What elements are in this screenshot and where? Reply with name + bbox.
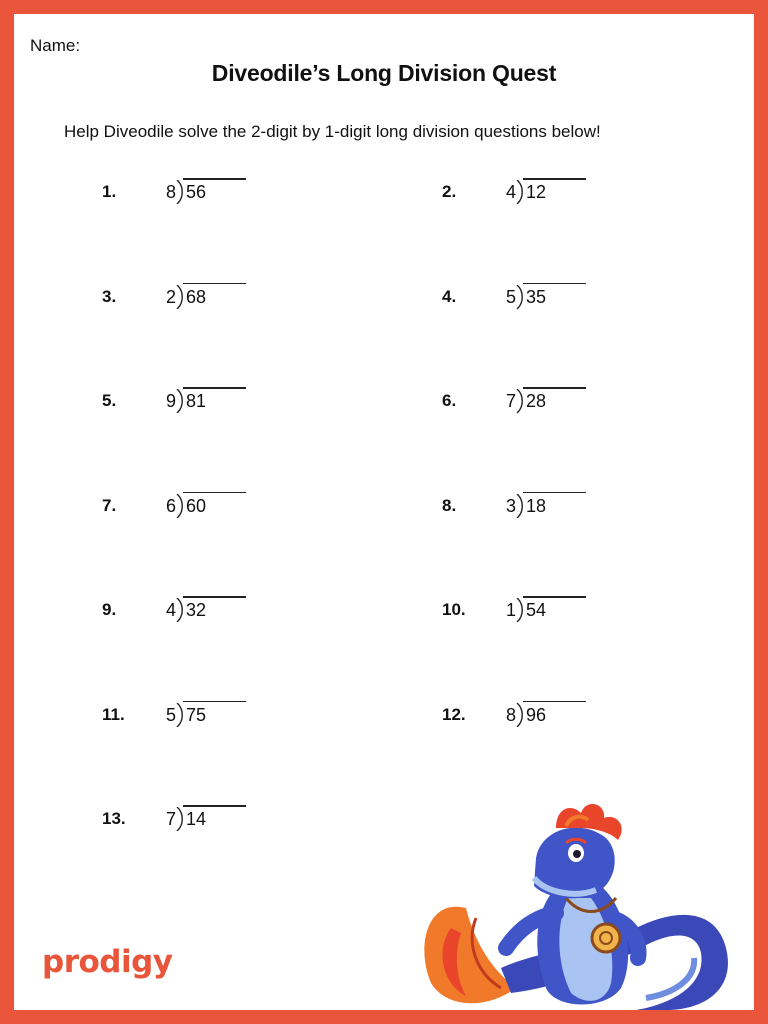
division-bar — [183, 283, 246, 285]
division-bar — [183, 178, 246, 180]
divisor: 7 — [166, 809, 177, 829]
dividend-value: 12 — [526, 182, 547, 202]
dividend-value: 75 — [186, 704, 207, 725]
divisor: 3 — [506, 495, 517, 516]
question-item — [442, 592, 662, 626]
dividend — [185, 496, 206, 517]
question-item — [102, 801, 322, 835]
divisor: 5 — [506, 286, 517, 307]
dividend-value: 32 — [186, 600, 207, 620]
division-bracket-icon — [516, 180, 525, 204]
dividend — [185, 705, 206, 726]
division-bar — [523, 283, 586, 285]
dividend — [525, 496, 546, 517]
question-number: 2. — [442, 182, 457, 201]
dividend-value: 60 — [186, 495, 207, 516]
divisor: 2 — [166, 286, 177, 307]
division-bar — [183, 596, 246, 598]
question-number: 7. — [102, 495, 117, 515]
division-bracket-icon — [176, 703, 185, 727]
worksheet-page — [14, 14, 754, 1010]
division-bracket-icon — [176, 494, 185, 518]
dividend — [185, 391, 206, 412]
question-number: 4. — [442, 286, 457, 306]
division-bar — [523, 596, 586, 598]
division-problem — [166, 494, 206, 518]
question-number: 10. — [442, 600, 466, 619]
dividend-value: 14 — [186, 809, 207, 829]
division-bar — [183, 492, 246, 494]
division-problem — [166, 598, 206, 622]
division-problem — [506, 494, 546, 518]
division-bracket-icon — [516, 285, 525, 309]
dividend-value: 68 — [186, 286, 207, 307]
divisor: 7 — [506, 391, 517, 411]
question-item — [442, 383, 662, 417]
division-problem — [166, 389, 206, 413]
question-number: 3. — [102, 286, 117, 306]
division-bracket-icon — [176, 598, 185, 622]
division-bar — [523, 492, 586, 494]
division-bar — [523, 701, 586, 703]
dividend — [185, 182, 206, 203]
division-problem — [166, 703, 206, 727]
dividend-value: 56 — [186, 182, 207, 202]
dividend-value: 96 — [526, 704, 547, 725]
divisor: 8 — [506, 704, 517, 725]
prodigy-logo: prodigy — [42, 944, 173, 980]
division-bracket-icon — [176, 389, 185, 413]
division-bracket-icon — [516, 703, 525, 727]
division-bar — [183, 805, 246, 807]
divisor: 4 — [506, 182, 517, 202]
question-number: 1. — [102, 182, 117, 201]
dividend — [525, 705, 546, 726]
dividend — [525, 600, 546, 621]
division-bar — [183, 701, 246, 703]
division-bracket-icon — [176, 285, 185, 309]
divisor: 5 — [166, 704, 177, 725]
division-bracket-icon — [176, 180, 185, 204]
divisor: 4 — [166, 600, 177, 620]
question-item — [102, 279, 322, 313]
question-number: 11. — [102, 704, 125, 724]
divisor: 8 — [166, 182, 177, 202]
question-item — [102, 488, 322, 522]
question-item — [442, 279, 662, 313]
dividend — [185, 600, 206, 621]
question-number: 13. — [102, 809, 126, 828]
dividend-value: 28 — [526, 391, 547, 411]
division-problem — [166, 180, 206, 204]
division-bar — [183, 387, 246, 389]
divisor: 9 — [166, 391, 177, 411]
dividend — [185, 809, 206, 830]
division-problem — [506, 389, 546, 413]
question-item — [442, 488, 662, 522]
division-problem — [166, 807, 206, 831]
question-number: 6. — [442, 391, 457, 410]
question-item — [102, 697, 322, 731]
division-bracket-icon — [516, 598, 525, 622]
divisor: 1 — [506, 600, 517, 620]
worksheet-title: Diveodile’s Long Division Quest — [211, 60, 557, 86]
division-bar — [523, 387, 586, 389]
division-problem — [166, 285, 206, 309]
name-label: Name: — [30, 36, 81, 55]
question-item — [442, 174, 662, 208]
dividend-value: 54 — [526, 600, 547, 620]
dividend-value: 18 — [526, 495, 547, 516]
division-bar — [523, 178, 586, 180]
question-number: 12. — [442, 704, 466, 724]
dividend — [525, 391, 546, 412]
question-number: 9. — [102, 600, 117, 619]
question-item — [102, 592, 322, 626]
division-problem — [506, 180, 546, 204]
instructions-text: Help Diveodile solve the 2-digit by 1-digit long division questions below! — [64, 122, 601, 141]
division-problem — [506, 598, 546, 622]
question-number: 5. — [102, 391, 117, 410]
question-item — [102, 383, 322, 417]
division-problem — [506, 285, 546, 309]
dividend-value: 35 — [526, 286, 547, 307]
dividend — [525, 182, 546, 203]
division-bracket-icon — [516, 389, 525, 413]
question-item — [442, 697, 662, 731]
dividend-value: 81 — [186, 391, 207, 411]
dividend — [185, 287, 206, 308]
division-bracket-icon — [516, 494, 525, 518]
question-number: 8. — [442, 495, 457, 515]
question-item — [102, 174, 322, 208]
division-problem — [506, 703, 546, 727]
divisor: 6 — [166, 495, 177, 516]
division-bracket-icon — [176, 807, 185, 831]
diveodile-mascot-icon — [406, 798, 736, 1015]
dividend — [525, 287, 546, 308]
